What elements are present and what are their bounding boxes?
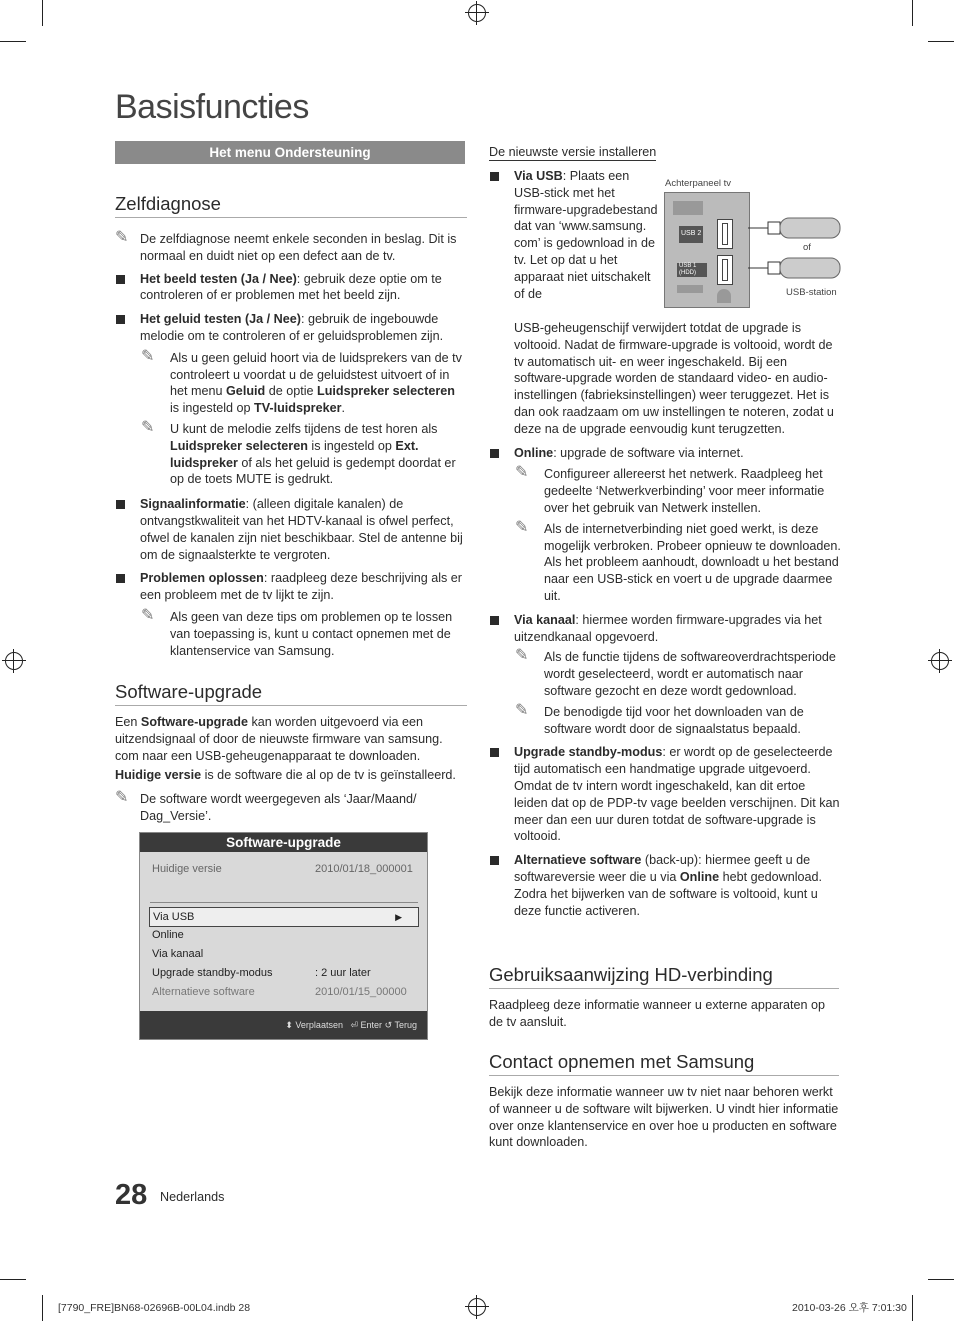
note-text: de optie (265, 384, 318, 399)
item-title: Het beeld testen (Ja / Nee) (140, 271, 297, 286)
note-text: Als de internetverbinding niet goed werkt, is deze mogelijk verbroken. Probeer opnieuw te downloaden. Als het probleem aanhoudt, downloadt u het bestand naar een USB-stick en voert u de upgrade daarmee uit. (544, 521, 841, 603)
item-text: : hiermee worden firmware-upgrades via het uitzendkanaal opgevoerd. (514, 612, 822, 644)
panel-label (673, 201, 703, 215)
text: kan worden uitgevoerd via een uitzendsignaal of door de nieuwste firmware van samsung. com naar een USB-geheugenapparaat te downloaden. (115, 715, 443, 763)
print-footer-right: 2010-03-26 오후 7:01:30 (792, 1302, 907, 1314)
osd-value: : 2 uur later (315, 967, 371, 979)
play-arrow-icon: ▶ (395, 912, 402, 922)
crop-mark (928, 41, 954, 42)
list-item (115, 271, 467, 305)
sub-note (140, 347, 467, 417)
note (115, 231, 467, 265)
contact-heading: Contact opnemen met Samsung (489, 1051, 839, 1076)
item-title: Alternatieve software (514, 853, 642, 868)
diagram-or-label: of (803, 242, 811, 253)
osd-current-version (152, 860, 417, 879)
note-text: Als u geen geluid hoort via de luidsprekers van de tv controleert u voordat u de geluidstest uitvoert of in het menu (170, 350, 462, 399)
item-title: Problemen oplossen (140, 571, 264, 586)
return-icon: ↺ (384, 1020, 393, 1030)
updown-icon: ⬍ (285, 1020, 293, 1030)
paragraph (115, 767, 467, 784)
note-text: is ingesteld op (307, 438, 396, 453)
zelfdiagnose-heading: Zelfdiagnose (115, 193, 467, 218)
tv-back-panel-diagram (664, 192, 750, 308)
hd-connection-heading: Gebruiksaanwijzing HD-verbinding (489, 964, 839, 989)
note-text: De benodigde tijd voor het downloaden van de software wordt door de signaalstatus bepaald. (544, 704, 804, 736)
note (115, 791, 467, 825)
note-text: Configureer allereerst het netwerk. Raadpleeg het gedeelte ‘Netwerkverbinding’ voor meer informatie over het gebruik van Netwerk instellen. (544, 467, 825, 515)
page-number: 28 (115, 1179, 148, 1211)
note-text: Als geen van deze tips om problemen op te lossen van toepassing is, kunt u contact opnemen met de klantenservice van Samsung. (170, 609, 453, 658)
osd-label: Via USB (153, 911, 195, 923)
install-heading: De nieuwste versie installeren (489, 145, 657, 159)
item-text: : gebruik de ingebouwde melodie om te controleren of er geluidsproblemen zijn. (140, 312, 444, 343)
osd-label: Alternatieve software (152, 986, 255, 998)
crop-mark (42, 0, 43, 26)
note-text: Luidspreker selecteren (170, 438, 308, 453)
osd-item-via-kanaal[interactable] (152, 945, 417, 964)
note-text: of als het geluid is gedempt doordat er op de toets (170, 455, 456, 487)
osd-footer (140, 1011, 427, 1039)
panel-label-usb1: USB 1 (HDD) (677, 263, 707, 277)
osd-foot-label: Enter (360, 1020, 383, 1030)
osd-item-online[interactable] (152, 926, 417, 945)
text: Software-upgrade (140, 715, 248, 729)
note-icon: ✎ (515, 518, 529, 536)
usb-port (717, 219, 733, 249)
sub-note (514, 649, 841, 699)
usb-stick-diagram (748, 210, 843, 285)
note-text: U kunt de melodie zelfs tijdens de test horen als (170, 421, 438, 436)
registration-mark-icon (468, 4, 486, 22)
osd-item-alt-software[interactable] (152, 983, 417, 1002)
osd-title: Software-upgrade (140, 833, 427, 852)
list-item (489, 612, 841, 738)
note-icon: ✎ (141, 418, 155, 436)
paragraph: Bekijk deze informatie wanneer uw tv niet naar behoren werkt of wanneer u de software wilt bijwerken. U vindt hier informatie over onze klantenservice en over hoe u producten en software kunt downloaden. (489, 1085, 839, 1150)
language-label: Nederlands (160, 1190, 225, 1204)
sub-note (140, 606, 467, 659)
note-text: De zelfdiagnose neemt enkele seconden in beslag. Dit is normaal en duidt niet op een defect aan de tv. (140, 232, 457, 263)
enter-icon: ⏎ (350, 1020, 359, 1030)
text: Een (115, 715, 141, 729)
osd-value: 2010/01/18_000001 (315, 863, 413, 875)
item-text: : er wordt op de geselecteerde tijd automatisch een handmatige upgrade uitgevoerd. Omdat de tv intern wordt ingeschakeld, kan dit ertoe leiden dat op de PDP-tv vage beelden verschijnen. Dit kan meer dan een uur duren totdat de software-upgrade is voltooid. (514, 745, 840, 844)
item-title: Via USB (514, 169, 563, 183)
note-text: Ext. luidspreker (170, 438, 419, 470)
crop-mark (0, 1279, 26, 1280)
item-text: : upgrade de software via internet. (553, 445, 744, 460)
contact-section (489, 1051, 839, 1151)
crop-mark (928, 1279, 954, 1280)
note-icon: ✎ (115, 789, 129, 807)
registration-mark-icon (5, 652, 23, 670)
osd-label: Huidige versie (152, 863, 222, 875)
list-item (489, 445, 841, 605)
right-column (489, 320, 841, 919)
hd-connection-section (489, 964, 839, 1031)
text: is de software die al op de tv is geïnstalleerd. (201, 768, 456, 783)
note-text: MUTE (235, 472, 272, 487)
port (717, 289, 731, 303)
note-icon: ✎ (115, 229, 129, 246)
item-title: Upgrade standby-modus (514, 745, 663, 760)
item-text: : raadpleeg deze beschrijving als er een probleem met de tv lijkt te zijn. (140, 571, 462, 603)
item-title: Online (514, 445, 554, 460)
diagram-station-label: USB-station (786, 287, 837, 298)
note-icon: ✎ (141, 347, 155, 365)
item-title: Signaalinformatie (140, 497, 246, 512)
paragraph: Raadpleeg deze informatie wanneer u externe apparaten op de tv aansluit. (489, 998, 826, 1029)
section-banner: Het menu Ondersteuning (115, 141, 465, 164)
osd-item-standby[interactable] (152, 964, 417, 983)
list-item (115, 311, 467, 488)
crop-mark (912, 0, 913, 26)
note-text: is ingesteld op (170, 401, 255, 416)
osd-divider (150, 902, 418, 903)
list-item (489, 852, 841, 919)
note-icon: ✎ (515, 701, 529, 719)
sub-note (514, 701, 841, 738)
paragraph (115, 714, 467, 764)
registration-mark-icon (468, 1298, 486, 1316)
osd-label: Via kanaal (152, 948, 204, 960)
note-text: . (341, 401, 346, 416)
list-item (115, 496, 467, 563)
note-text: is gedrukt. (271, 472, 334, 487)
osd-item-via-usb[interactable] (149, 907, 419, 927)
item-title: Via kanaal (514, 612, 576, 627)
item-text: (back-up): hiermee geeft u de softwareversie weer die u via (514, 853, 811, 884)
software-upgrade-heading: Software-upgrade (115, 681, 467, 706)
list-item (115, 570, 467, 659)
registration-mark-icon (931, 652, 949, 670)
note-text: Geluid (226, 384, 266, 399)
panel-label (677, 285, 703, 293)
note-text: De software wordt weergegeven als ‘Jaar/Maand/ Dag_Versie’. (140, 792, 417, 823)
item-text: Online (679, 869, 720, 884)
osd-label: Upgrade standby-modus (152, 967, 273, 979)
item-text: hebt gedownload. Zodra het bijwerken van de software is voltooid, kunt u deze functie activeren. (514, 869, 823, 918)
panel-label-usb2: USB 2 (679, 226, 703, 243)
item-text: : gebruik deze optie om te controleren of er problemen met het beeld zijn. (140, 271, 442, 303)
software-upgrade-osd (139, 832, 428, 1040)
item-title: Het geluid testen (Ja / Nee) (140, 312, 301, 327)
item-text: : Plaats een USB-stick met het firmware-upgradebestand dat van ‘www.samsung. com’ is gedownload in de tv. Let op dat u het apparaat niet uitschakelt of de (514, 169, 658, 301)
osd-label: Online (152, 929, 184, 941)
sub-note (514, 466, 841, 516)
osd-value: 2010/01/15_00000 (315, 986, 407, 998)
note-icon: ✎ (515, 647, 529, 665)
crop-mark (0, 41, 26, 42)
item-text: : (alleen digitale kanalen) de ontvangstkwaliteit van het HDTV-kanaal is ofwel perfect, ofwel de kanalen zijn niet beschikbaar. Stel de antenne bij om de signaalsterkte te vergroten. (140, 497, 463, 562)
usb-port (717, 255, 733, 285)
list-item (489, 168, 662, 302)
item-text: USB-geheugenschijf verwijdert totdat de upgrade is voltooid. Nadat de firmware-upgrade is voltooid, wordt de tv automatisch uit- en weer ingeschakeld. Bij een software-upgrade worden de standaard video- en audio-instellingen (fabrieksinstellingen) weer teruggezet. Het is dan ook raadzaam om uw instellingen te noteren, zodat u deze na de upgrade eenvoudig kunt terugzetten. (514, 321, 834, 436)
sub-note (514, 518, 841, 605)
note-icon: ✎ (141, 606, 155, 624)
chapter-title: Basisfuncties (115, 88, 309, 126)
crop-mark (912, 1295, 913, 1321)
left-column (115, 193, 467, 659)
note-text: Luidspreker selecteren (317, 384, 455, 399)
osd-foot-label: Terug (394, 1020, 417, 1030)
crop-mark (42, 1295, 43, 1321)
sub-note (140, 418, 467, 488)
print-footer-left: [7790_FRE]BN68-02696B-00L04.indb 28 (58, 1302, 251, 1314)
software-upgrade-section (115, 681, 467, 825)
text: Huidige versie (115, 768, 202, 783)
diagram-title: Achterpaneel tv (665, 178, 732, 189)
note-text: TV-luidspreker (254, 401, 342, 416)
note-text: Als de functie tijdens de softwareoverdrachtsperiode wordt geselecteerd, wordt er automatisch naar software gezocht en deze wordt gedownload. (544, 650, 836, 698)
osd-foot-label: Verplaatsen (295, 1020, 343, 1030)
note-icon: ✎ (515, 464, 529, 482)
list-item (489, 744, 841, 845)
